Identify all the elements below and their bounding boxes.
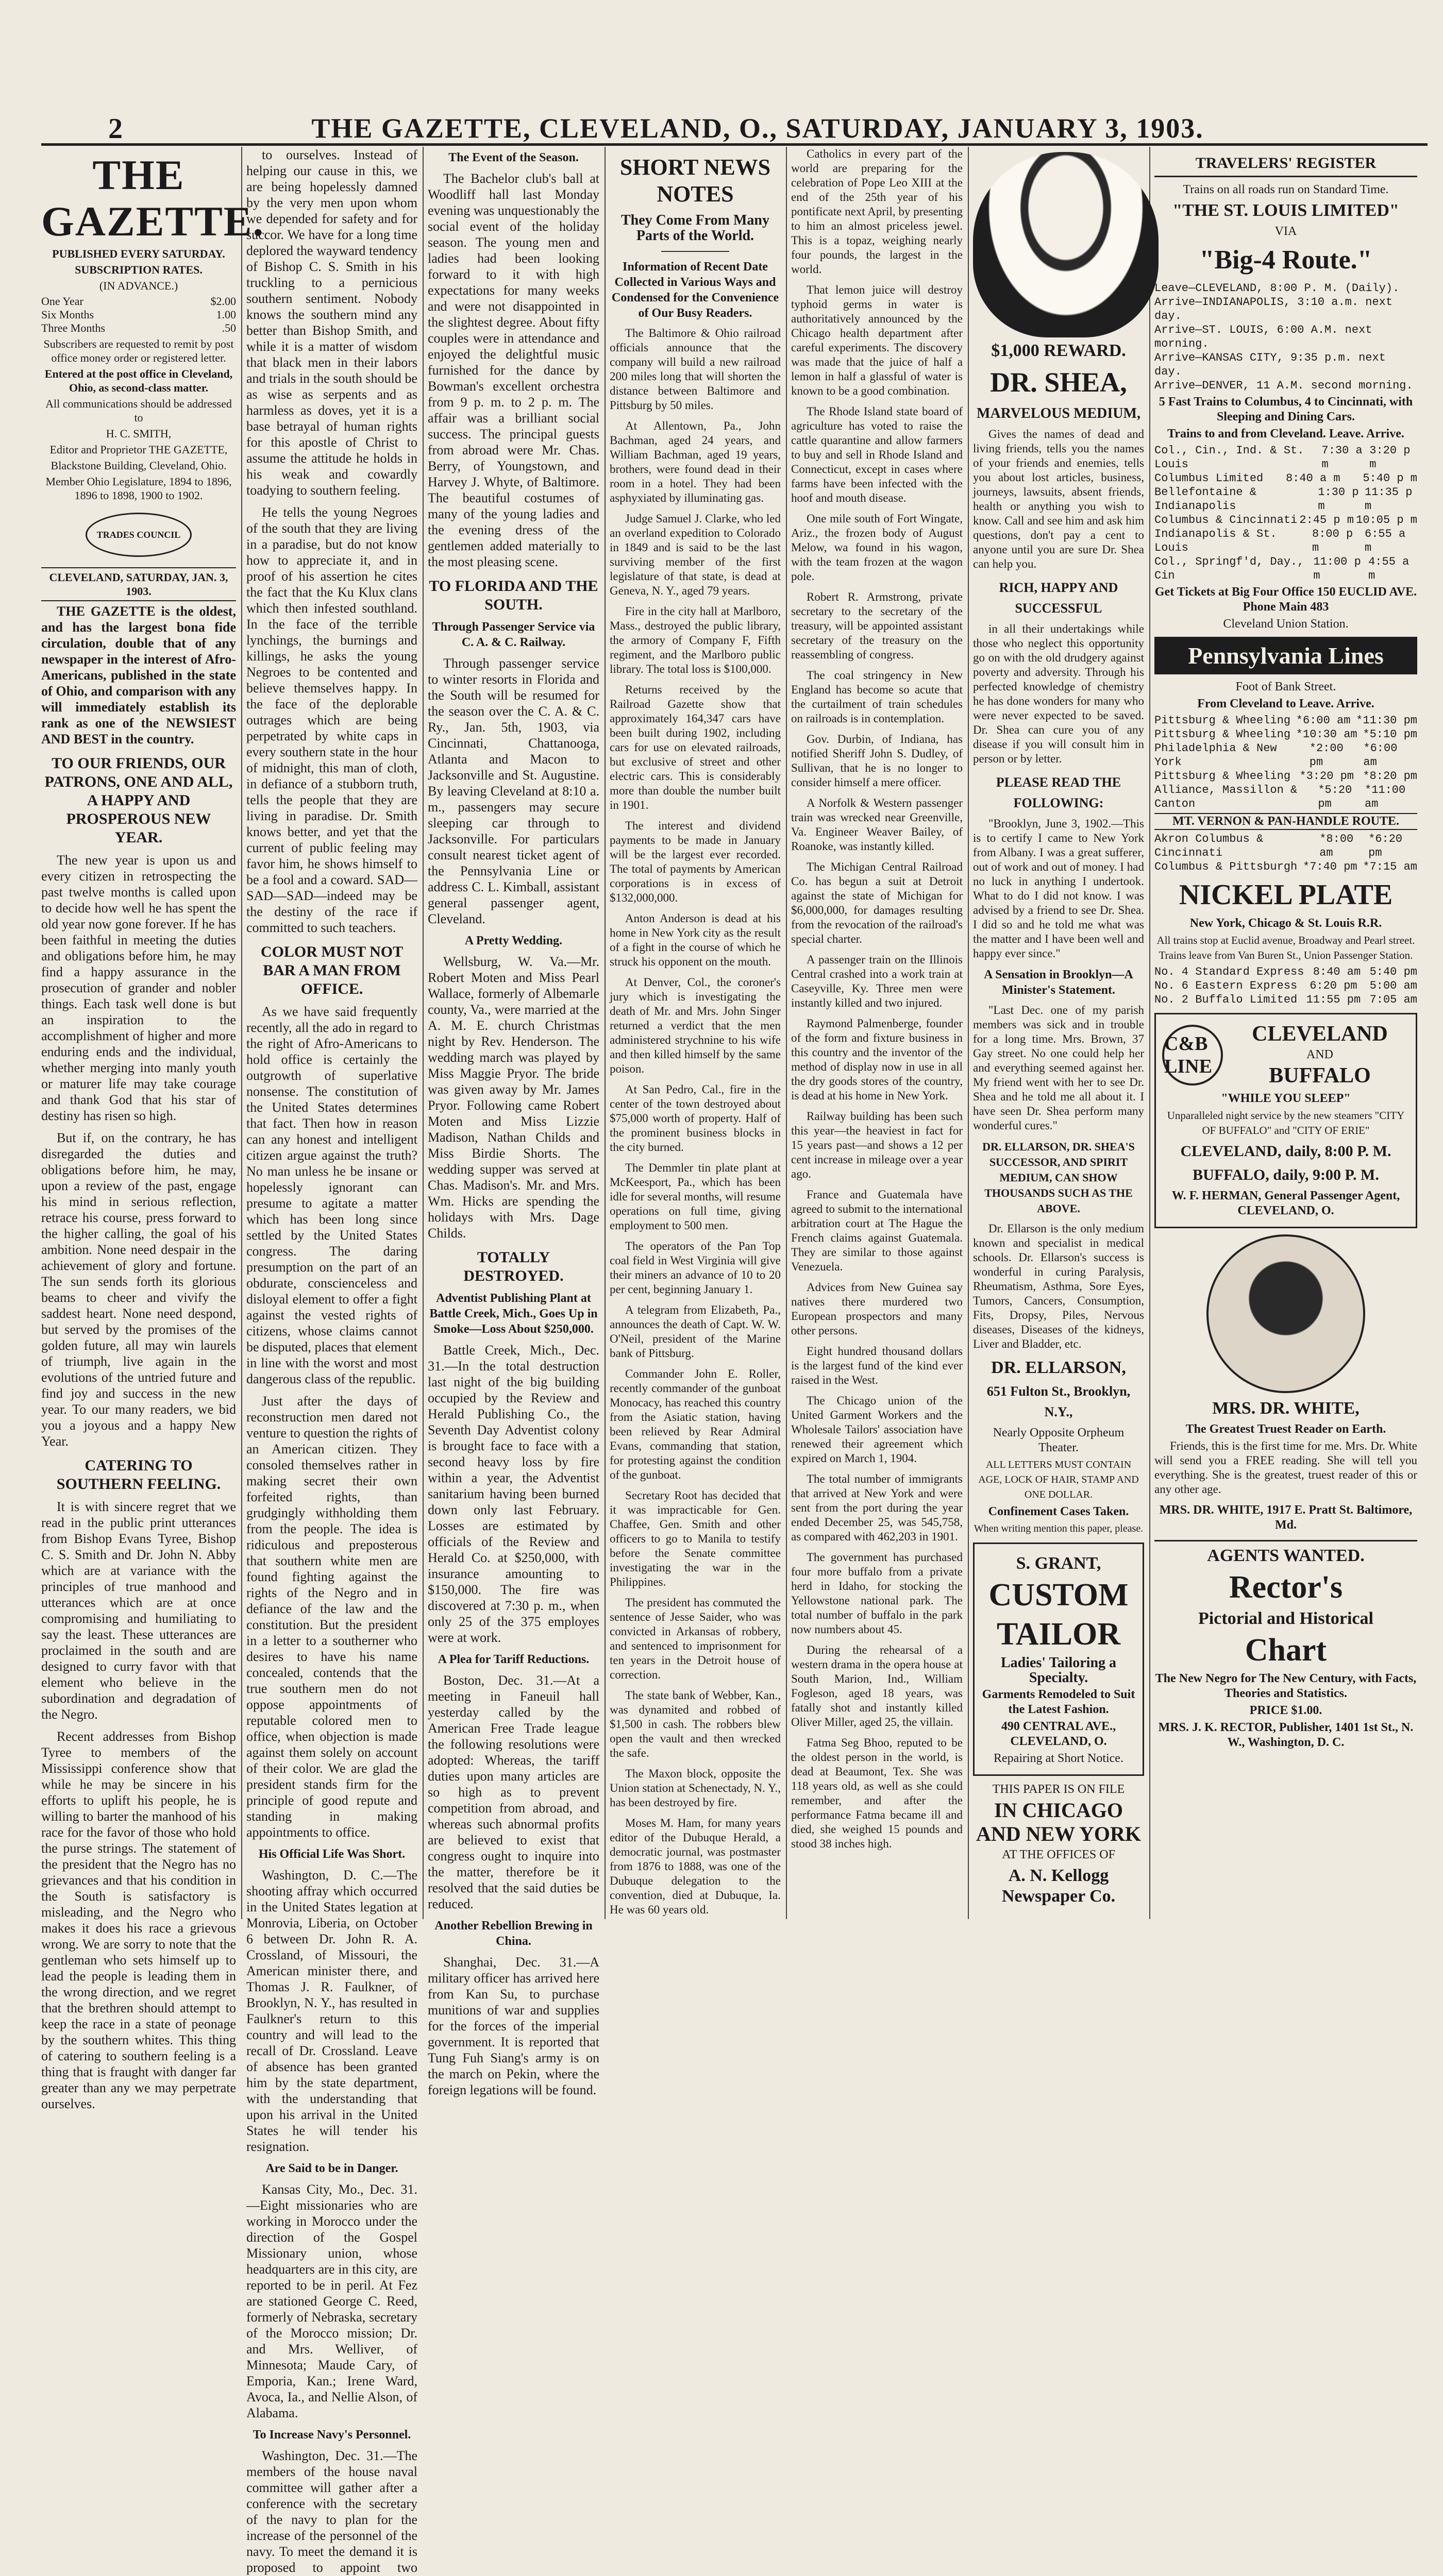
column-rule (241, 147, 242, 1919)
headline-danger: Are Said to be in Danger. (265, 2162, 398, 2175)
schedule-row: No. 2 Buffalo Limited 11:55 pm 7:05 am (1154, 993, 1417, 1006)
news-item: The president has commuted the sentence of Jesse Saider, who was convicted in Arkansas of robbery, and sentenced to imprisonment for ten years in the Detroit house of correction. (610, 1596, 781, 1681)
headline-florida: TO FLORIDA AND THE SOUTH. (429, 578, 598, 613)
news-item: Raymond Palmenberge, founder of the form and fixture business in this country and the inventor of the method of display now in use in all the dry goods stores of the country, is dead at his home in New York. (791, 1017, 963, 1102)
five-trains-note: 5 Fast Trains to Columbus, 4 to Cincinnati, with Sleeping and Dining Cars. (1159, 395, 1413, 423)
news-item: A passenger train on the Illinois Central crashed into a work train at Caseyville, Ky. Three men were instantly killed and two injured. (791, 953, 963, 1009)
agents-wanted: AGENTS WANTED. (1154, 1540, 1417, 1566)
rector-publisher: MRS. J. K. RECTOR, Publisher, 1401 1st St., N. W., Washington, D. C. (1158, 1721, 1414, 1749)
news-item: The Maxon block, opposite the Union station at Schenectady, N. Y., has been destroyed by fire. (610, 1767, 781, 1809)
schedule-row: Bellefontaine & Indianapolis 1:30 p m 11:35 p m (1154, 486, 1413, 513)
rates-list (41, 295, 236, 335)
headline-short-news: SHORT NEWS NOTES (619, 155, 771, 207)
cb-line-ad (1154, 1013, 1417, 1228)
column-4 (610, 147, 781, 1916)
news-item: Advices from New Guinea say natives there murdered two European prospectors and many other persons. (791, 1281, 963, 1337)
ad-paragraph: Gives the names of dead and living friends, tells you the names of your friends and enemies, tells you about lost articles, business, journeys, lawsuits, absent friends, health or anything you wish to know. Call and see him and ask him questions, don't pay a cent to anyone until you are sure Dr. Shea can help you. (973, 428, 1144, 570)
article-paragraph: Through passenger service to winter resorts in Florida and the South will be resumed for the season over the C. A. & C. Ry., Jan. 5th, 1903, via Cincinnati, Chattanooga, Atlanta and Macon to Jacksonville and St. Augustine. By leaving Cleveland at 8:10 a. m., passengers may secure sleeping car through to Jacksonville. For particulars consult nearest ticket agent of the Pennsylvania Line or address C. L. Kimball, assistant general passenger agent, Cleveland. (428, 656, 599, 926)
masthead-rule (41, 143, 1428, 146)
rates-heading: SUBSCRIPTION RATES. (75, 263, 203, 276)
address-note: Nearly Opposite Orpheum Theater. (993, 1426, 1125, 1454)
article-paragraph: Kansas City, Mo., Dec. 31.—Eight missionaries who are working in Morocco under the direction of the Gospel Missionary union, whose headquarters are in this city, are reported to be in peril. At Fez are stationed George C. Reed, formerly of Nebraska, secretary of the Morocco mission; Dr. and Mrs. Welliver, of Minnesota; Maude Cary, of Emporia, Kan.; Irene Ward, Avoca, Ia., and Nellie Alson, of Alabama. (246, 2182, 417, 2420)
column-5 (791, 147, 963, 1899)
news-item: France and Guatemala have agreed to submit to the international arbitration court at The Hague the French claims against Guatemala. They are similar to those against Venezuela. (791, 1188, 963, 1273)
headline-event: The Event of the Season. (448, 151, 579, 164)
penn-schedule-header: From Cleveland to Leave. Arrive. (1197, 697, 1374, 710)
nickel-plate-note: All trains stop at Euclid avenue, Broadway and Pearl street. Trains leave from Van Buren St., Union Passenger Station. (1156, 934, 1415, 961)
ad-paragraph: "Brooklyn, June 3, 1902.—This is to certify I came to New York from Albany. I was a great sufferer, out of work and out of money. I had no luck in anything I undertook. What to do I did not know. I was advised by a friend to see Dr. Shea. I did so and he told me what was the matter and I have been well and happy ever since." (973, 817, 1144, 960)
mrs-white-name: MRS. DR. WHITE, (1212, 1399, 1360, 1418)
mt-vernon-schedule (1154, 832, 1417, 874)
cb-agent: W. F. HERMAN, General Passenger Agent, CLEVELAND, O. (1171, 1189, 1400, 1217)
column-3 (428, 147, 599, 2097)
article-paragraph: Washington, Dec. 31.—The members of the house naval committee will gather after a conference with the secretary of the navy to plan for the increase of the personnel of the navy. To meet the demand it is proposed to appoint two (246, 2448, 417, 2575)
publish-schedule: PUBLISHED EVERY SATURDAY. (52, 247, 225, 260)
headline-rebellion: Another Rebellion Brewing in China. (434, 1919, 593, 1948)
grant-repair: Repairing at Short Notice. (994, 1752, 1123, 1765)
via-label: VIA (1274, 225, 1297, 238)
dr-shea-role: MARVELOUS MEDIUM, (977, 405, 1140, 421)
schedule-row: Pittsburg & Wheeling *6:00 am *11:30 pm (1154, 714, 1417, 727)
cb-title-2: BUFFALO (1269, 1064, 1371, 1088)
column-2 (246, 147, 417, 2575)
page-number: 2 (108, 113, 123, 145)
schedule-row: Indianapolis & St. Louis 8:00 p m 6:55 a m (1154, 528, 1406, 554)
news-item: At Allentown, Pa., John Bachman, aged 24 years, and William Bachman, aged 19 years, brothers, were found dead in their room in a hotel. They had been asphyxiated by illuminating gas. (610, 419, 781, 504)
mrs-white-medallion (1206, 1234, 1365, 1393)
schedule-row: Col., Cin., Ind. & St. Louis 7:30 a m 3:20 p m (1154, 444, 1411, 471)
paper-nameplate: THE GAZETTE. (41, 151, 264, 245)
news-item: Robert R. Armstrong, private secretary to the secretary of the treasury, will be appointed assistant secretary of the treasury on the reassembling of congress. (791, 590, 963, 661)
news-item: At San Pedro, Cal., fire in the center of the town destroyed about $75,000 worth of property. Half of the prominent business blocks in the city burned. (610, 1083, 781, 1154)
news-item: The state bank of Webber, Kan., was dynamited and robbed of $1,500 in cash. The robbers blew open the vault and then wrecked the safe. (610, 1689, 781, 1759)
news-item: The Chicago union of the United Garment Workers and the Wholesale Tailors' association have renewed their agreement which expired on March 1, 1904. (791, 1394, 963, 1465)
editor-title: Editor and Proprietor THE GAZETTE, (49, 443, 228, 456)
nickel-plate-logo: NICKEL PLATE (1179, 879, 1393, 911)
news-item: Anton Anderson is dead at his home in New York city as the result of a fight in the course of which he struck his opponent on the mouth. (610, 912, 781, 968)
schedule-row: Akron Columbus & Cincinnati *8:00 am *6:20 pm (1154, 833, 1403, 859)
confinement-note: Confinement Cases Taken. (988, 1505, 1129, 1518)
article-paragraph: to ourselves. Instead of helping our cause in this, we are being hopelessly damned by the very men upon whom we depended for safety and for succor. We have for a long time deplored the wayward tendency of Bishop C. S. Smith in his truckling to a pernicious southern sentiment. Nobody knows the southern mind any better than Bishop Smith, and while it is a matter of wisdom that black men in their labors and trials in the south should be as wise as serpents and as harmless as doves, yet it is a base betrayal of human rights for this apostle of Christ to assume the attitude he holds in his weak and cowardly toadying to southern feeling. (246, 147, 417, 498)
column-rule (968, 147, 969, 1919)
article-paragraph: The new year is upon us and every citizen in retrospecting the past twelve months is called upon to decide how well he has spent the old year now gone forever. If he has been faithful in meeting the duties and obligations before him, he may find a happy assurance in the prosecution of grander and nobler things. Each task well done is but an inspiration to the accomplishment of higher and more enduring ends and the individual, whether merging into manly youth or maturer life may take courage and thank God that his star of destiny has risen so high. (41, 853, 236, 1123)
penn-location: Foot of Bank Street. (1235, 680, 1336, 693)
cb-title-1: CLEVELAND (1252, 1022, 1388, 1046)
page-title: THE GAZETTE, CLEVELAND, O., SATURDAY, JANUARY 3, 1903. (311, 113, 1204, 144)
rate-row: One Year $2.00 (41, 295, 236, 308)
newspaper-page (31, 0, 1428, 2575)
schedule-row: Columbus & Cincinnati 2:45 p m 10:05 p m (1154, 514, 1417, 527)
big4-schedule (1154, 281, 1417, 393)
mrs-white-sub: The Greatest Truest Reader on Earth. (1185, 1422, 1386, 1436)
news-item: Railway building has been such this year—the heaviest in fact for 15 years past—and shows a 12 per cent increase in mileage over a year ago. (791, 1110, 963, 1180)
mention-note: When writing mention this paper, please. (974, 1523, 1144, 1534)
schedule-row: Pittsburg & Wheeling *10:30 am *5:10 pm (1154, 728, 1417, 741)
rate-row: Six Months 1.00 (41, 308, 236, 321)
schedule-row: Philadelphia & New York *2:00 pm *6:00 am (1154, 742, 1398, 769)
article-paragraph: Wellsburg, W. Va.—Mr. Robert Moten and Miss Pearl Wallace, formerly of Albemarle county, Va., were married at the A. M. E. church Christmas night by Rev. Henderson. The wedding march was played by Miss Maggie Pryor. The bride was given away by Mr. James Pryor. Following came Robert Moten and Miss Lizzie Madison, Nathan Childs and Miss Birdie Shorts. The wedding supper was served at Chas. Madison's. Mr. and Mrs. Wm. Hicks are spending the holidays with Mrs. Dage Childs. (428, 954, 599, 1241)
nickel-plate-schedule (1154, 965, 1417, 1007)
pennsylvania-lines-logo: Pennsylvania Lines (1154, 637, 1417, 674)
news-item: The interest and dividend payments to be made in January will be the largest ever recorded. The total of payments by American corporations is in excess of $132,000,000. (610, 819, 781, 904)
ad-paragraph: Dr. Ellarson is the only medium known and specialist in medical schools. Dr. Ellarson's success is wonderful in curing Paralysis, Rheumatism, Asthma, Sore Eyes, Tumors, Cancers, Consumption, Fits, Dropsy, Piles, Nervous diseases, Diseases of the kidneys, Liver and Bladder, etc. (973, 1222, 1144, 1350)
article-paragraph: But if, on the contrary, he has disregarded the duties and obligations before him, he may, upon a review of the past, engage his mind in serious reflection, retrace his course, press forward to the higher calling, the goal of his ambition. None need despair in the achievement of glory and fortune. The sun sends forth its glorious beams to cheer and vivify the saddest heart. None need despond, but served by the promises of the golden future, all may win laurels of triumph, live again in the evolutions of the untried future and find joy and success in the new year. To our many readers, we bid you a joyous and a happy New Year. (41, 1130, 236, 1449)
file-notice-1: THIS PAPER IS ON FILE (992, 1783, 1125, 1796)
headline-catering: CATERING TO SOUTHERN FEELING. (56, 1457, 221, 1493)
article-paragraph: The Bachelor club's ball at Woodliff hall last Monday evening was unquestionably the social event of the holiday season. The young men and ladies had been looking forward to it with high expectations for many weeks and were not disappointed in the slightest degree. About fifty couples were in attendance and enjoyed the delightful music furnished for the dance by Bowman's excellent orchestra from 9 p. m. to 2 p. m. The affair was a brilliant social success. The principal guests from abroad were Mr. Chas. Berry, of Youngstown, and Harvey J. Whyte, of Baltimore. The beautiful costumes of many of the young ladies and the evening dress of the gentlemen added materially to the most pleasing scene. (428, 171, 599, 569)
news-item: The Michigan Central Railroad Co. has begun a suit at Detroit against the state of Michigan for $6,000,000, for damages resulting from the revocation of the railroad's special charter. (791, 860, 963, 945)
cb-header (1162, 1021, 1410, 1089)
mrs-white-address: MRS. DR. WHITE, 1917 E. Pratt St. Baltimore, Md. (1159, 1503, 1413, 1532)
cb-and: AND (1306, 1048, 1333, 1061)
dr-shea-name: DR. SHEA, (990, 367, 1127, 398)
big4-route: "Big-4 Route." (1199, 245, 1372, 275)
column-6 (973, 147, 1144, 1906)
news-item: The total number of immigrants that arrived at New York and were sent from the port during the year ended December 25, was 545,758, as compared with 462,203 in 1901. (791, 1472, 963, 1543)
headline-life: His Official Life Was Short. (258, 1848, 406, 1861)
union-station: Cleveland Union Station. (1223, 617, 1349, 631)
rector-title-2: Pictorial and Historical (1198, 1609, 1373, 1628)
stamp-note: ALL LETTERS MUST CONTAIN AGE, LOCK OF HAIR, STAMP AND ONE DOLLAR. (978, 1459, 1139, 1500)
schedule-row: Alliance, Massillon & Canton *5:20 pm *11:00 am (1154, 784, 1406, 810)
legislature-note: Member Ohio Legislature, 1894 to 1896, 1896 to 1898, 1900 to 1902. (45, 475, 232, 502)
news-item: The operators of the Pan Top coal field in West Virginia will give their miners an advance of 10 to 20 per cent, beginning January 1. (610, 1240, 781, 1296)
article-paragraph: Recent addresses from Bishop Tyree to members of the Mississippi conference show that while he may be sincere in his efforts to uplift his people, he is willing to barter the manhood of his race for the favor of those who hold the purse strings. The statement of the president that the Negro has no grievances and that his condition in the South is satisfactory is misleading, and the Negro who makes it does his race a grievous wrong. We are sorry to note that the gentleman who sets himself up to lead the people is leading them in the wrong direction, and we regret that the brethren should attempt to keep the race in a state of peonage by the southern whites. This thing of catering to southern feeling is a thing that is fraught with danger far greater than any we may perpetrate ourselves. (41, 1729, 236, 2111)
travel-note: Trains on all roads run on Standard Time. (1183, 183, 1389, 196)
news-item: Commander John E. Roller, recently commander of the gunboat Monocacy, has reached this country from the Asiatic station, having been relieved by Rear Admiral Evans, commanding that station, for protesting against the condition of the gunboat. (610, 1367, 781, 1481)
st-louis-limited: "THE ST. LOUIS LIMITED" (1172, 201, 1399, 220)
file-notice-3: AND NEW YORK (976, 1822, 1142, 1845)
article-paragraph: It is with sincere regret that we read in the public print utterances from Bishop Evans Tyree, Bishop C. S. Smith and Dr. John N. Abby which are at variance with the principles of true manhood and utterances which are at once compromising and humiliating to say the least. These utterances are proclaimed in the south and are designed to curry favor with that element who believe in the subordination and degradation of the Negro. (41, 1499, 236, 1722)
article-paragraph: As we have said frequently recently, all the ado in regard to the right of Afro-Americans to hold office is certainly the outgrowth of superlative nonsense. The constitution of the United States determines that fact. Then how in reason can any honest and intelligent citizen argue against the truth? No man unless he be insane or hopelessly ignorant can presume to agitate a matter which has been long since settled by the United States congress. The daring presumption on the part of an obdurate, conscienceless and disloyal element to offer a fight against the vested rights of citizens, whose claims cannot be disputed, places that element in line with the worst and most dangerous class of the republic. (246, 1004, 417, 1386)
office-name: DR. ELLARSON, (991, 1358, 1126, 1377)
address-note: All communications should be addressed to (45, 397, 232, 424)
grant-title-1: CUSTOM (988, 1578, 1129, 1613)
news-item: Judge Samuel J. Clarke, who led an overland expedition to Colorado in 1849 and is said to be the last surviving member of the first legislature of that state, is dead at Geneva, N. Y., aged 79 years. (610, 512, 781, 597)
news-item: During the rehearsal of a western drama in the opera house at South Marion, Ind., William Fogleson, aged 18 years, was fatally shot and instantly killed Oliver Miller, aged 25, the villain. (791, 1643, 963, 1728)
editor-address: Blackstone Building, Cleveland, Ohio. (51, 459, 227, 472)
column-rule (786, 147, 787, 1919)
news-item: The Baltimore & Ohio railroad officials announce that the company will build a new railroad 200 miles long that will shorten the distance between Baltimore and Pittsburg by 50 miles. (610, 327, 781, 412)
grant-name: S. GRANT, (1016, 1554, 1101, 1573)
news-item: A telegram from Elizabeth, Pa., announces the death of Capt. W. W. O'Neil, president of the Marine bank of Pittsburg. (610, 1303, 781, 1360)
news-item: The coal stringency in New England has become so acute that the curtailment of train schedules on railroads is in contemplation. (791, 669, 963, 725)
dateline: CLEVELAND, SATURDAY, JAN. 3, 1903. (41, 567, 236, 601)
cb-line-logo: C&B LINE (1162, 1025, 1223, 1086)
news-item: Eight hundred thousand dollars is the largest fund of the kind ever raised in the West. (791, 1345, 963, 1386)
column-rule (605, 147, 606, 1919)
boast-paragraph: THE GAZETTE is the oldest, and has the largest bona fide circulation, double that of any newspaper in the interest of Afro-Americans, published in the state of Ohio, and comparison with any will immediately establish its rank as one of the NEWSIEST AND BEST in the country. (41, 604, 236, 747)
news-item: Fatma Seg Bhoo, reputed to be the oldest person in the world, is dead at Beaumont, Tex. She was 118 years old, as well as she could remember, and after the performance Fatma became ill and died, she weighed 15 pounds and stood 38 inches high. (791, 1736, 963, 1850)
schedule-row: Columbus Limited 8:40 a m 5:40 p m (1154, 472, 1417, 485)
dr-shea-portrait (973, 152, 1159, 337)
cb-slogan: "WHILE YOU SLEEP" (1221, 1092, 1351, 1105)
article-paragraph: Just after the days of reconstruction men dared not venture to question the rights of an American citizen. They consoled themselves rather in making secret their own forfeited rights, than grudgingly withholding them from the people. The idea is ridiculous and preposterous that southern white men are found fighting against the rights of the Negro and in defiance of the law and the constitution. But the president in a letter to a southerner who desires to have his name concealed, contends that the true southern men do not oppose appointments of reputable colored men to office, when objection is made against them solely on account of their color. We are glad the president stands firm for the principle of good repute and standing in making appointments to office. (246, 1394, 417, 1840)
cleveland-schedule (1154, 444, 1417, 583)
news-item: Fire in the city hall at Marlboro, Mass., destroyed the public library, the armory of Company F, Fifth regiment, and the Marlboro public library. The total loss is $100,000. (610, 605, 781, 675)
schedule-row: Columbus & Pittsburgh *7:40 pm *7:15 am (1154, 860, 1417, 873)
schedule-row: Pittsburg & Wheeling *3:20 pm *8:20 pm (1154, 770, 1417, 783)
column-1 (41, 147, 264, 2111)
grant-specialty: Ladies' Tailoring a Specialty. (1000, 1655, 1117, 1686)
news-item: Moses M. Ham, for many years editor of the Dubuque Herald, a democratic journal, was postmaster from 1876 to 1888, was one of the Dubuque delegation to the convention, died at Dubuque, Ia. He was 60 years old. (610, 1817, 781, 1916)
grant-tailor-ad (973, 1543, 1144, 1776)
entered-note: Entered at the post office in Cleveland, Ohio, as second-class matter. (44, 367, 233, 394)
successor-heading: DR. ELLARSON, DR. SHEA'S SUCCESSOR, AND SPIRIT MEDIUM, CAN SHOW THOUSANDS SUCH AS THE ABOVE. (982, 1140, 1135, 1215)
schedule-header: Trains to and from Cleveland. Leave. Arrive. (1167, 427, 1404, 440)
news-item: The Demmler tin plate plant at McKeesport, Pa., which has been idle for several months, will resume operations on full time, giving employment to 500 men. (610, 1161, 781, 1232)
column-7 (1154, 147, 1417, 1899)
column-rule (1149, 147, 1150, 1919)
article-paragraph: Washington, D. C.—The shooting affray which occurred in the United States legation at Monrovia, Liberia, on October 6 between Dr. John R. A. Crossland, of Missouri, the American minister there, and Thomas J. R. Faulkner, of Brooklyn, N. Y., has resulted in Faulkner's return to this country and will lead to the recall of Dr. Crossland. Leave of absence has been granted him by the state department, with the understanding that upon his arrival in the United States he will tender his resignation. (246, 1868, 417, 2154)
article-paragraph: Shanghai, Dec. 31.—A military officer has arrived here from Kan Su, to purchase munitions of war and supplies for the forces of the imperial government. It is reported that Tung Fuh Siang's army is on the march on Pekin, where the foreign legations will be found. (428, 1955, 599, 2097)
subhead-florida: Through Passenger Service via C. A. & C. Railway. (432, 620, 595, 649)
schedule-line: Arrive—KANSAS CITY, 9:35 p.m. next day. (1154, 351, 1386, 378)
cb-leave-cleveland: CLEVELAND, daily, 8:00 P. M. (1180, 1143, 1391, 1160)
file-notice-4: AT THE OFFICES OF (1002, 1848, 1115, 1861)
grant-address: 490 CENTRAL AVE., CLEVELAND, O. (1001, 1720, 1116, 1748)
travelers-register-heading: TRAVELERS' REGISTER (1154, 154, 1417, 177)
union-label-seal: TRADES COUNCIL (86, 513, 192, 557)
news-item: One mile south of Fort Wingate, Ariz., the frozen body of August Melow, wa found in his wagon, with the team frozen at the wagon pole. (791, 512, 963, 583)
article-paragraph: Boston, Dec. 31.—At a meeting in Faneuil hall yesterday called by the American Free Trade league the following resolutions were adopted: Whereas, the tariff duties upon many articles are so high as to prevent competition from abroad, and whereas such abnormal profits are believed to exist that congress ought to inquire into the matter, therefore be it resolved that the said duties be reduced. (428, 1673, 599, 1911)
news-item: A Norfolk & Western passenger train was wrecked near Greenville, Va. Engineer Weaver Bailey, of Roanoke, was instantly killed. (791, 796, 963, 853)
masthead (31, 108, 1428, 144)
headline-color: COLOR MUST NOT BAR A MAN FROM OFFICE. (260, 943, 404, 997)
cb-steamers: Unparalleled night service by the new steamers "CITY OF BUFFALO" and "CITY OF ERIE" (1167, 1109, 1405, 1137)
rector-title-1: Rector's (1229, 1570, 1343, 1605)
column-rule (423, 147, 424, 1919)
headline-wedding: A Pretty Wedding. (464, 934, 563, 947)
headline-navy: To Increase Navy's Personnel. (253, 2428, 411, 2442)
separator (661, 251, 730, 252)
editor-name: H. C. SMITH, (106, 427, 172, 440)
schedule-row: No. 6 Eastern Express 6:20 pm 5:00 am (1154, 979, 1417, 992)
rates-note: (IN ADVANCE.) (99, 279, 178, 292)
news-item: Gov. Durbin, of Indiana, has notified Sheriff John S. Dudley, of Sullivan, that he is no longer to consider himself a mere officer. (791, 733, 963, 789)
news-item: The government has purchased four more buffalo from a private herd in Idaho, for stocking the Yellowstone national park. The total number of buffalo in the park now numbers about 45. (791, 1551, 963, 1636)
rich-heading: RICH, HAPPY AND SUCCESSFUL (999, 580, 1118, 616)
article-paragraph: He tells the young Negroes of the south that they are living in a paradise, but do not know how to appreciate it, and in proof of his assertion he cites the fact that the Ku Klux clans which then infested southland. In the face of the terrible lynchings, the burnings and killings, he asks the young Negroes to be contented and believe themselves happy. In the face of the deplorable outrages which are being perpetrated by white caps in every southern state in the hour of midnight, this man of cloth, in defiance of a stubborn truth, tells the people that they are living in paradise. Dr. Smith knows better, and yet that the current of public feeling may favor him, he shows himself to be a fool and a coward. SAD—SAD—SAD—indeed may be the destiny of the race if committed to such teachers. (246, 505, 417, 935)
news-item: Returns received by the Railroad Gazette show that approximately 164,347 cars have been built during 1902, including cars for use on elevated railroads, but exclusive of street and other electric cars. This is considerably more than double the number built in 1901. (610, 683, 781, 811)
rate-row: Three Months .50 (41, 321, 236, 334)
ad-paragraph: "Last Dec. one of my parish members was sick and in trouble for a long time. Mrs. Brown, 37 Gay street. No one could help her and everything seemed against her. My friend went with her to see Dr. Shea and he told me all about it. I have seen Dr. Shea perform many wonderful cures." (973, 1004, 1144, 1132)
minister-heading: A Sensation in Brooklyn—A Minister's Statement. (984, 968, 1133, 997)
news-item: The Rhode Island state board of agriculture has voted to raise the cattle quarantine and allow farmers to buy and sell in Rhode Island and Connecticut, except in cases where farms have been infected with the hoof and mouth disease. (791, 405, 963, 504)
file-notice-2: IN CHICAGO (994, 1799, 1123, 1822)
ad-paragraph: in all their undertakings while those who neglect this opportunity go on with the old drudgery against poverty and adversity. Through his perfected knowledge of chemistry he has done wonders for many who were never expected to be saved. Dr. Shea can cure you of any disease if you will consult him in person or by letter. (973, 622, 1144, 765)
headline-new-year: TO OUR FRIENDS, OUR PATRONS, ONE AND ALL, A HAPPY AND PROSPEROUS NEW YEAR. (44, 755, 233, 846)
article-paragraph: Battle Creek, Mich., Dec. 31.—In the total destruction last night of the big building occupied by the Review and Herald Publishing Co., the Seventh Day Adventist colony is brought face to face with a second heavy loss by fire within a year, the Adventist sanitarium having been burned down only last February. Losses are estimated by officials of the Review and Herald Co. at $250,000, with insurance amounting to $150,000. The fire was discovered at 7:30 p. m., when only 25 of the 375 employes were at work. (428, 1343, 599, 1645)
news-item: Catholics in every part of the world are preparing for the celebration of Pope Leo XIII at the end of the 25th year of his pontificate next April, by presenting to him an almost priceless jewel. This is a topaz, weighing nearly four pounds, the largest in the world. (791, 147, 963, 276)
ad-paragraph: Friends, this is the first time for me. Mrs. Dr. White will send you a FREE reading. She will tell you everything. She is the greatest, truest reader of this or any other age. (1154, 1439, 1417, 1496)
schedule-row: Col., Springf'd, Day., Cin 11:00 p m 4:55 a m (1154, 555, 1410, 582)
rector-price: PRICE $1.00. (1249, 1704, 1322, 1717)
read-heading: PLEASE READ THE FOLLOWING: (996, 775, 1121, 810)
rector-title-3: Chart (1245, 1633, 1327, 1668)
short-news-note: Information of Recent Date Collected in Various Ways and Condensed for the Convenience of Our Busy Readers. (611, 260, 779, 320)
mt-vernon-route: MT. VERNON & PAN-HANDLE ROUTE. (1154, 813, 1417, 830)
subhead-short-news: They Come From Many Parts of the World. (621, 212, 769, 244)
nickel-plate-sub: New York, Chicago & St. Louis R.R. (1189, 917, 1382, 930)
cb-leave-buffalo: BUFFALO, daily, 9:00 P. M. (1193, 1166, 1379, 1183)
schedule-row: No. 4 Standard Express 8:40 am 5:40 pm (1154, 965, 1417, 978)
file-notice-5: A. N. Kellogg Newspaper Co. (1001, 1866, 1116, 1906)
rector-body: The New Negro for The New Century, with Facts, Theories and Statistics. (1155, 1672, 1417, 1700)
subhead-destroyed: Adventist Publishing Plant at Battle Creek, Mich., Goes Up in Smoke—Loss About $250,000. (429, 1292, 598, 1336)
office-address: 651 Fulton St., Brooklyn, N.Y., (986, 1384, 1131, 1419)
schedule-line: Arrive—ST. LOUIS, 6:00 A.M. next morning. (1154, 324, 1372, 350)
schedule-line: Arrive—INDIANAPOLIS, 3:10 a.m. next day. (1154, 296, 1393, 323)
penn-schedule (1154, 714, 1417, 811)
grant-title-2: TAILOR (996, 1617, 1120, 1652)
ticket-office: Get Tickets at Big Four Office 150 EUCLID AVE. Phone Main 483 (1154, 585, 1417, 614)
headline-tariff: A Plea for Tariff Reductions. (438, 1653, 590, 1666)
news-item: At Denver, Col., the coroner's jury which is investigating the death of Mr. and Mrs. John Singer returned a verdict that the men administered strychnine to his wife and then killed himself by the same poison. (610, 976, 781, 1075)
remit-note: Subscribers are requested to remit by post office money order or registered letter. (43, 337, 234, 364)
grant-remodel: Garments Remodeled to Suit the Latest Fashion. (982, 1688, 1135, 1716)
news-item: Secretary Root has decided that it was impracticable for Gen. Chaffee, Gen. Smith and other officers to go to Manila to testify before the Senate committee investigating the war in the Philippines. (610, 1489, 781, 1588)
schedule-line: Arrive—DENVER, 11 A.M. second morning. (1154, 379, 1413, 392)
reward-heading: $1,000 REWARD. (991, 341, 1126, 360)
news-item: That lemon juice will destroy typhoid germs in water is authoritatively announced by the Chicago health department after careful experiments. The discovery was made that the juice of half a lemon in half a glassful of water is known to be a good combination. (791, 283, 963, 397)
headline-destroyed: TOTALLY DESTROYED. (463, 1249, 564, 1284)
schedule-line: Leave—CLEVELAND, 8:00 P. M. (Daily). (1154, 282, 1400, 295)
